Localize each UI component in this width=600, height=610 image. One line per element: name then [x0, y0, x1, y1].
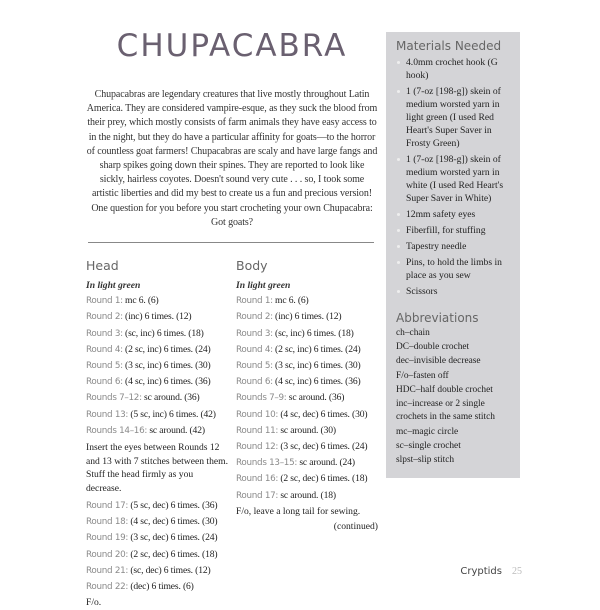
round-row — [86, 547, 228, 563]
round-instruction: (3 sc, dec) 6 times. (24) — [280, 441, 368, 453]
round-label: Round 5: — [236, 361, 273, 372]
round-instruction: (4 sc, dec) 6 times. (30) — [130, 516, 218, 528]
round-label: Round 21: — [86, 565, 129, 576]
round-row — [86, 358, 228, 374]
abbreviation-item: ch–chain — [396, 328, 430, 338]
head-note: Insert the eyes between Rounds 12 and 13 with 7 stitches between them. Stuff the head firmly as you decrease. — [86, 442, 229, 494]
continued-note: (continued) — [333, 521, 378, 533]
round-instruction: (inc) 6 times. (12) — [275, 311, 342, 323]
divider — [88, 242, 374, 243]
body-end: F/o, leave a long tail for sewing. — [236, 505, 361, 517]
pattern-columns — [86, 257, 378, 610]
round-instruction: (3 sc, inc) 6 times. (30) — [275, 360, 361, 372]
body-heading: Body — [236, 258, 268, 274]
round-instruction: (2 sc, inc) 6 times. (24) — [275, 343, 361, 355]
round-row — [86, 309, 228, 325]
round-instruction: mc 6. (6) — [275, 295, 309, 307]
material-item: 12mm safety eyes — [396, 208, 516, 221]
section-name: Cryptids — [460, 566, 502, 577]
material-item: 1 (7-oz [198-g]) skein of medium worsted yarn in light green (I used Red Heart's Super Saver in Frosty Green) — [396, 85, 516, 150]
round-label: Round 6: — [86, 377, 123, 388]
round-instruction: (sc, inc) 6 times. (18) — [275, 327, 354, 339]
material-item: 4.0mm crochet hook (G hook) — [396, 56, 516, 82]
round-label: Round 22: — [86, 582, 129, 593]
round-row — [236, 326, 378, 342]
round-instruction: sc around. (42) — [149, 424, 205, 436]
sidebar — [386, 32, 520, 478]
round-label: Rounds 7–12: — [86, 393, 142, 404]
round-label: Rounds 14–16: — [86, 425, 148, 436]
round-instruction: sc around. (18) — [280, 489, 336, 501]
intro-paragraph: Chupacabras are legendary creatures that live mostly throughout Latin America. They are considered vampire-esque, as they suck the blood from their prey, which mostly consists of farm animals they have easy access to in the night, but they do have a particular affinity for goats—to the horror of countless goat farmers! Chupacabras are scaly and have large fangs and sharp spikes going down their spines. They are reported to look like sickly, hairless coyotes. Doesn't sound very cute . . . so, I took some artistic liberties and did my best to create us a fun and precious version! One question for you before you start crocheting your own Chupacabra: Got goats? — [86, 89, 378, 228]
round-instruction: sc around. (30) — [280, 424, 336, 436]
round-label: Round 2: — [86, 312, 123, 323]
round-instruction: (5 sc, inc) 6 times. (42) — [130, 408, 216, 420]
round-instruction: sc around. (36) — [288, 392, 345, 404]
round-instruction: (3 sc, inc) 6 times. (30) — [125, 360, 211, 372]
round-row — [236, 423, 378, 439]
round-row — [236, 390, 378, 406]
round-row — [236, 342, 378, 358]
round-row — [236, 455, 378, 471]
round-row — [236, 407, 378, 423]
round-instruction: (2 sc, dec) 6 times. (18) — [280, 473, 368, 485]
materials-box — [396, 38, 516, 298]
round-instruction: (4 sc, inc) 6 times. (36) — [275, 376, 361, 388]
round-instruction: (inc) 6 times. (12) — [125, 311, 192, 323]
round-instruction: sc around. (24) — [299, 457, 355, 469]
material-item: Tapestry needle — [396, 240, 516, 253]
head-color-note: In light green — [86, 280, 141, 292]
material-item: Scissors — [396, 285, 516, 298]
material-item: Fiberfill, for stuffing — [396, 224, 516, 237]
round-instruction: mc 6. (6) — [125, 295, 159, 307]
round-label: Round 4: — [236, 344, 273, 355]
round-row — [236, 471, 378, 487]
material-item: 1 (7-oz [198-g]) skein of medium worsted yarn in white (I used Red Heart's Super Saver in White) — [396, 153, 516, 205]
abbreviation-item: mc–magic circle — [396, 427, 459, 438]
round-row — [236, 309, 378, 325]
round-label: Round 16: — [236, 474, 279, 485]
round-row — [236, 488, 378, 504]
abbreviation-item: inc–increase or 2 single crochets in the same stitch — [396, 399, 495, 422]
round-label: Rounds 13–15: — [236, 458, 298, 469]
round-label: Round 4: — [86, 344, 123, 355]
head-section — [86, 257, 228, 610]
round-label: Round 12: — [236, 442, 279, 453]
round-row — [86, 514, 228, 530]
round-row — [236, 374, 378, 390]
abbreviation-item: DC–double crochet — [396, 342, 470, 353]
round-label: Round 17: — [86, 501, 129, 512]
material-item: Pins, to hold the limbs in place as you sew — [396, 256, 516, 282]
round-row — [86, 342, 228, 358]
round-label: Rounds 7–9: — [236, 393, 287, 404]
round-label: Round 11: — [236, 425, 279, 436]
abbreviation-item: F/o–fasten off — [396, 370, 449, 381]
round-instruction: (5 sc, dec) 6 times. (36) — [130, 500, 218, 512]
round-row — [86, 326, 228, 342]
abbreviations-heading: Abbreviations — [396, 311, 479, 325]
round-label: Round 1: — [86, 296, 123, 307]
round-label: Round 17: — [236, 490, 279, 501]
round-instruction: (4 sc, dec) 6 times. (30) — [280, 408, 368, 420]
round-label: Round 13: — [86, 409, 129, 420]
round-label: Round 1: — [236, 296, 273, 307]
round-instruction: (sc, dec) 6 times. (12) — [130, 564, 211, 576]
round-instruction: (dec) 6 times. (6) — [130, 581, 194, 593]
round-instruction: (2 sc, inc) 6 times. (24) — [125, 343, 211, 355]
round-row — [236, 358, 378, 374]
round-instruction: (4 sc, inc) 6 times. (36) — [125, 376, 211, 388]
round-row — [86, 530, 228, 546]
round-instruction: (3 sc, dec) 6 times. (24) — [130, 532, 218, 544]
round-row — [86, 579, 228, 595]
round-row — [86, 498, 228, 514]
head-heading: Head — [86, 258, 119, 274]
round-label: Round 5: — [86, 361, 123, 372]
page-title: CHUPACABRA — [116, 28, 348, 64]
round-row — [236, 439, 378, 455]
body-color-note: In light green — [236, 280, 291, 292]
body-section — [236, 257, 378, 610]
page-number: 25 — [512, 566, 522, 577]
round-row — [86, 407, 228, 423]
round-label: Round 10: — [236, 409, 279, 420]
round-label: Round 19: — [86, 533, 129, 544]
round-row — [86, 390, 228, 406]
abbreviation-item: HDC–half double crochet — [396, 384, 493, 395]
abbreviations-box — [396, 310, 516, 468]
round-label: Round 3: — [86, 328, 123, 339]
abbreviation-item: slpst–slip stitch — [396, 455, 455, 466]
round-row — [86, 423, 228, 439]
round-label: Round 20: — [86, 549, 129, 560]
round-label: Round 2: — [236, 312, 273, 323]
main-content — [86, 26, 378, 610]
round-label: Round 18: — [86, 517, 129, 528]
abbreviation-item: dec–invisible decrease — [396, 356, 481, 367]
round-label: Round 3: — [236, 328, 273, 339]
round-instruction: sc around. (36) — [144, 392, 200, 404]
round-row — [86, 374, 228, 390]
round-row — [236, 293, 378, 309]
round-row — [86, 563, 228, 579]
abbreviation-item: sc–single crochet — [396, 441, 461, 452]
materials-heading: Materials Needed — [396, 39, 502, 53]
round-instruction: (2 sc, dec) 6 times. (18) — [130, 548, 218, 560]
round-label: Round 6: — [236, 377, 273, 388]
page-footer — [460, 566, 522, 577]
round-instruction: (sc, inc) 6 times. (18) — [125, 327, 204, 339]
round-row — [86, 293, 228, 309]
head-end: F/o. — [86, 597, 102, 609]
